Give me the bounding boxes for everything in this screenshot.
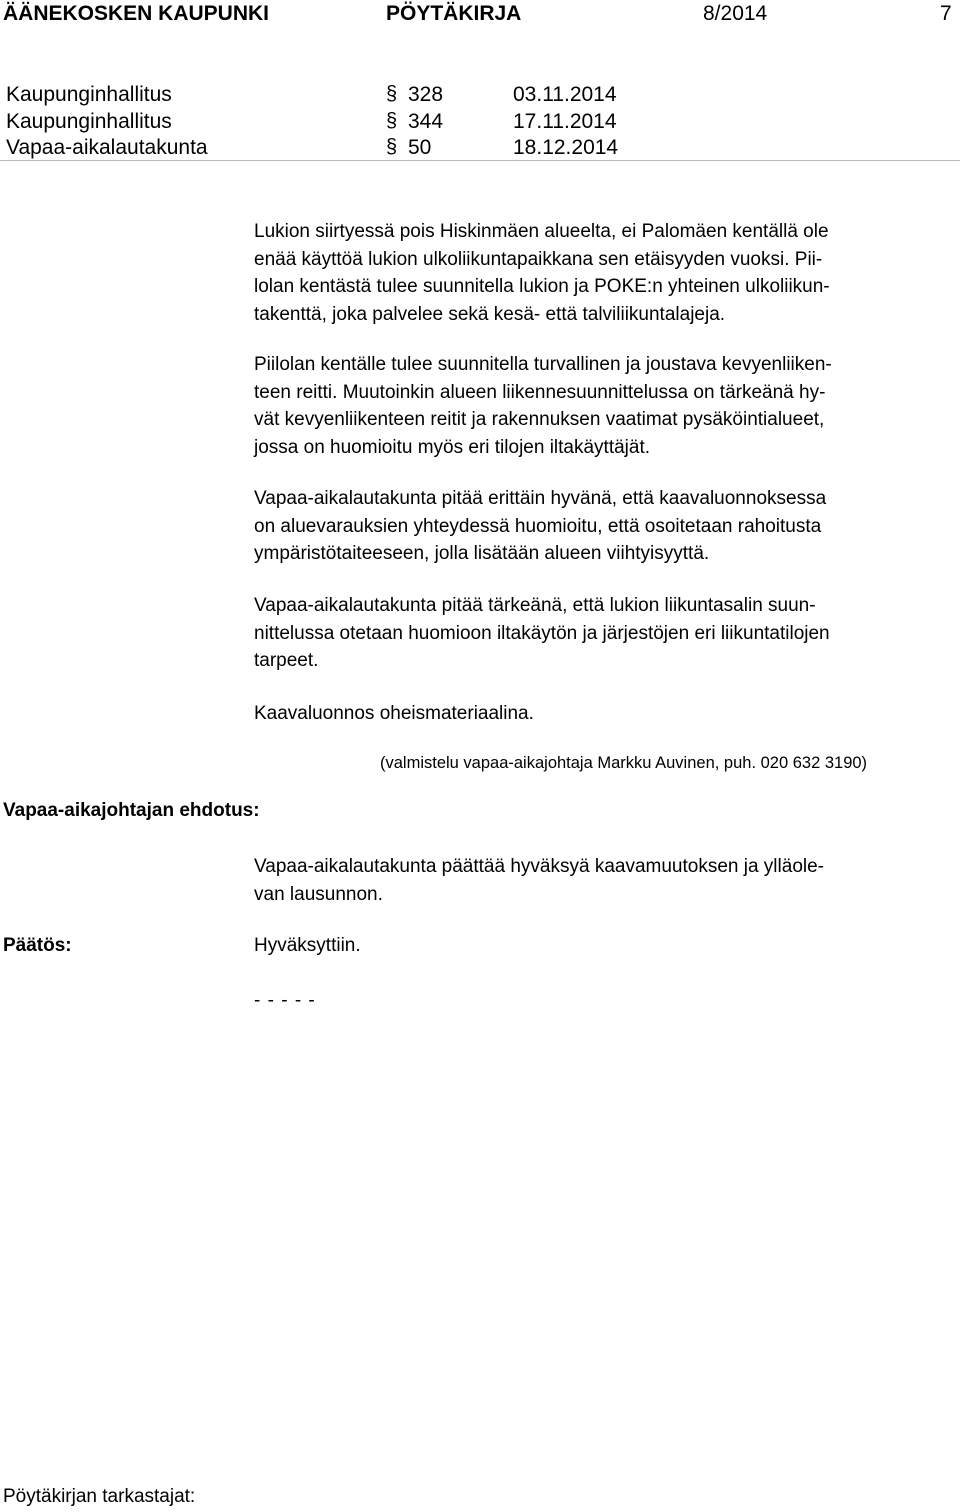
paragraph-line: takenttä, joka palvelee sekä kesä- että talviliikuntalajeja. — [254, 303, 726, 325]
meeting-row — [6, 83, 960, 109]
paragraph-line: Vapaa-aikalautakunta pitää erittäin hyvänä, että kaavaluonnoksessa — [254, 488, 827, 509]
separator: - - - - - — [254, 990, 316, 1011]
organization-name: ÄÄNEKOSKEN KAUPUNKI — [3, 2, 270, 25]
proposal-label: Vapaa-aikajohtajan ehdotus: — [3, 800, 260, 821]
minutes-checkers-label: Pöytäkirjan tarkastajat: — [3, 1486, 196, 1507]
paragraph-line: on aluevarauksien yhteydessä huomioitu, että osoitetaan rahoitusta — [254, 515, 822, 537]
paragraph-line: Vapaa-aikalautakunta pitää tärkeänä, että lukion liikuntasalin suun- — [254, 595, 816, 616]
meeting-date: 03.11.2014 — [513, 83, 617, 106]
section-number: 328 — [408, 83, 444, 106]
issue-number: 8/2014 — [703, 2, 768, 25]
section-symbol: § — [386, 136, 398, 158]
meeting-body: Vapaa-aikalautakunta — [6, 136, 208, 159]
meeting-date: 18.12.2014 — [513, 136, 619, 159]
decision-label: Päätös: — [3, 935, 72, 956]
paragraph-line: van lausunnon. — [254, 883, 383, 905]
paragraph-line: tarpeet. — [254, 650, 319, 671]
paragraph-field-usage — [254, 218, 956, 328]
section-symbol: § — [386, 83, 398, 105]
proposal-text — [254, 853, 956, 908]
paragraph-line: nittelussa otetaan huomioon iltakäytön ja järjestöjen eri liikuntatilojen — [254, 622, 830, 644]
meeting-body: Kaupunginhallitus — [6, 83, 172, 106]
paragraph-line: ympäristötaiteeseen, jolla lisätään alueen viihtyisyyttä. — [254, 543, 710, 564]
document-type: PÖYTÄKIRJA — [386, 2, 522, 25]
meeting-row — [6, 110, 960, 136]
paragraph-line: enää käyttöä lukion ulkoliikuntapaikkana sen etäisyyden vuoksi. Pii- — [254, 248, 823, 270]
page-number: 7 — [940, 2, 952, 25]
header-divider — [0, 160, 960, 161]
paragraph-traffic — [254, 351, 956, 461]
paragraph-sports-hall — [254, 592, 956, 675]
section-number: 50 — [408, 136, 432, 159]
meeting-body: Kaupunginhallitus — [6, 110, 172, 133]
decision-text: Hyväksyttiin. — [254, 935, 361, 956]
section-number: 344 — [408, 110, 444, 133]
preparation-note: (valmistelu vapaa-aikajohtaja Markku Auvinen, puh. 020 632 3190) — [380, 754, 868, 772]
section-symbol: § — [386, 110, 398, 132]
paragraph-line: lolan kentästä tulee suunnitella lukion ja POKE:n yhteinen ulkoliikun- — [254, 276, 830, 297]
paragraph-line: Vapaa-aikalautakunta päättää hyväksyä kaavamuutoksen ja ylläole- — [254, 856, 824, 877]
paragraph-line: Kaavaluonnos oheismateriaalina. — [254, 703, 534, 724]
paragraph-line: Piilolan kentälle tulee suunnitella turvallinen ja joustava kevyenliiken- — [254, 354, 832, 375]
paragraph-line: jossa on huomioitu myös eri tilojen iltakäyttäjät. — [254, 436, 651, 458]
meeting-date: 17.11.2014 — [513, 110, 617, 133]
paragraph-art-funding — [254, 485, 956, 568]
paragraph-line: Lukion siirtyessä pois Hiskinmäen alueelta, ei Palomäen kentällä ole — [254, 221, 829, 242]
paragraph-line: teen reitti. Muutoinkin alueen liikennesuunnittelussa on tärkeänä hy- — [254, 381, 826, 403]
paragraph-attachment — [254, 700, 956, 728]
paragraph-line: vät kevyenliikenteen reitit ja rakennuksen vaatimat pysäköintialueet, — [254, 409, 825, 430]
meeting-row — [6, 136, 960, 162]
